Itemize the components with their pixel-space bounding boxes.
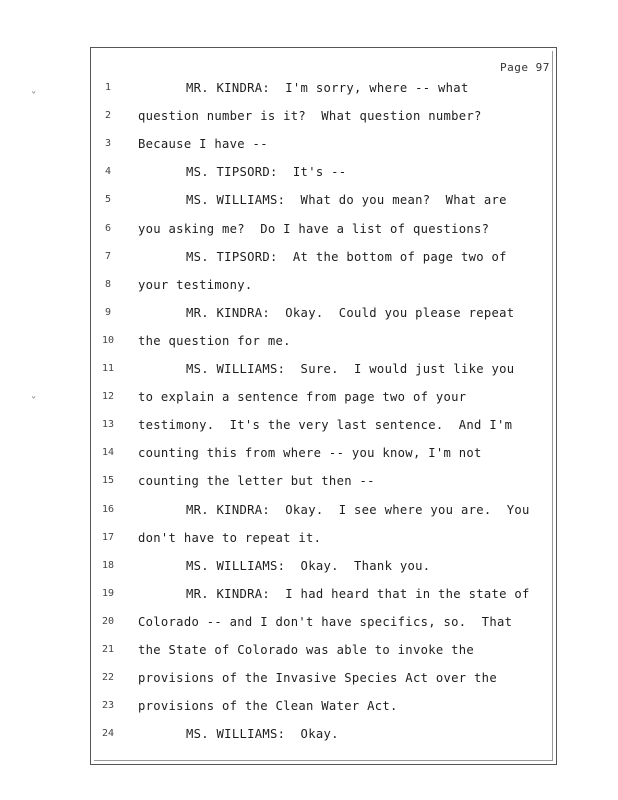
page-number-label: Page 97 [500,61,550,74]
line-number: 10 [101,334,115,346]
line-number: 8 [104,278,112,290]
line-number: 17 [101,531,115,543]
transcript-line: MS. WILLIAMS: What do you mean? What are [186,193,507,208]
transcript-line: MR. KINDRA: Okay. I see where you are. You [186,502,530,517]
transcript-line: the State of Colorado was able to invoke the [138,643,475,657]
line-number: 19 [101,587,115,599]
transcript-line: MR. KINDRA: I had heard that in the state of [186,586,530,601]
transcript-line: MS. TIPSORD: It's -- [186,165,347,180]
transcript-line: MS. WILLIAMS: Okay. Thank you. [186,558,431,573]
transcript-line: Because I have -- [138,137,268,152]
transcript-line: your testimony. [138,277,253,292]
transcript-line: MR. KINDRA: Okay. Could you please repeat [186,305,515,320]
line-number: 6 [104,222,112,234]
line-number: 13 [101,419,115,431]
transcript-line: question number is it? What question number? [138,109,482,124]
line-number: 15 [101,475,115,487]
transcript-line: don't have to repeat it. [138,530,322,545]
line-number: 22 [101,672,115,684]
line-number: 21 [101,644,115,655]
transcript-line: you asking me? Do I have a list of questions? [138,221,490,236]
line-number: 9 [104,306,112,318]
line-number: 18 [101,559,115,571]
line-number: 20 [101,615,115,627]
line-number: 12 [101,391,115,403]
line-number: 1 [104,82,112,93]
line-number: 7 [104,250,112,262]
transcript-line: counting the letter but then -- [138,474,375,489]
transcript-line: MS. WILLIAMS: Okay. [186,727,339,742]
line-number: 16 [101,503,115,515]
transcript-line: provisions of the Clean Water Act. [138,699,398,714]
line-number: 4 [104,166,112,178]
margin-mark: ˇ [30,90,38,104]
transcript-line: provisions of the Invasive Species Act over the [138,671,497,686]
line-number: 3 [104,138,112,150]
transcript-line: to explain a sentence from page two of your [138,390,467,405]
margin-mark: ˇ [30,395,38,409]
line-number: 5 [104,194,112,206]
transcript-line: the question for me. [138,333,291,348]
line-number: 23 [101,700,115,712]
line-number: 2 [104,110,112,122]
line-number: 14 [101,447,115,459]
transcript-line: testimony. It's the very last sentence. And I'm [138,418,513,433]
transcript-line: MS. TIPSORD: At the bottom of page two of [186,249,507,264]
line-number: 24 [101,728,115,740]
line-number: 11 [101,363,115,374]
transcript-line: MS. WILLIAMS: Sure. I would just like you [186,362,515,376]
transcript-line: Colorado -- and I don't have specifics, so. That [138,614,513,629]
transcript-line: MR. KINDRA: I'm sorry, where -- what [186,81,469,95]
transcript-line: counting this from where -- you know, I'm not [138,446,482,461]
